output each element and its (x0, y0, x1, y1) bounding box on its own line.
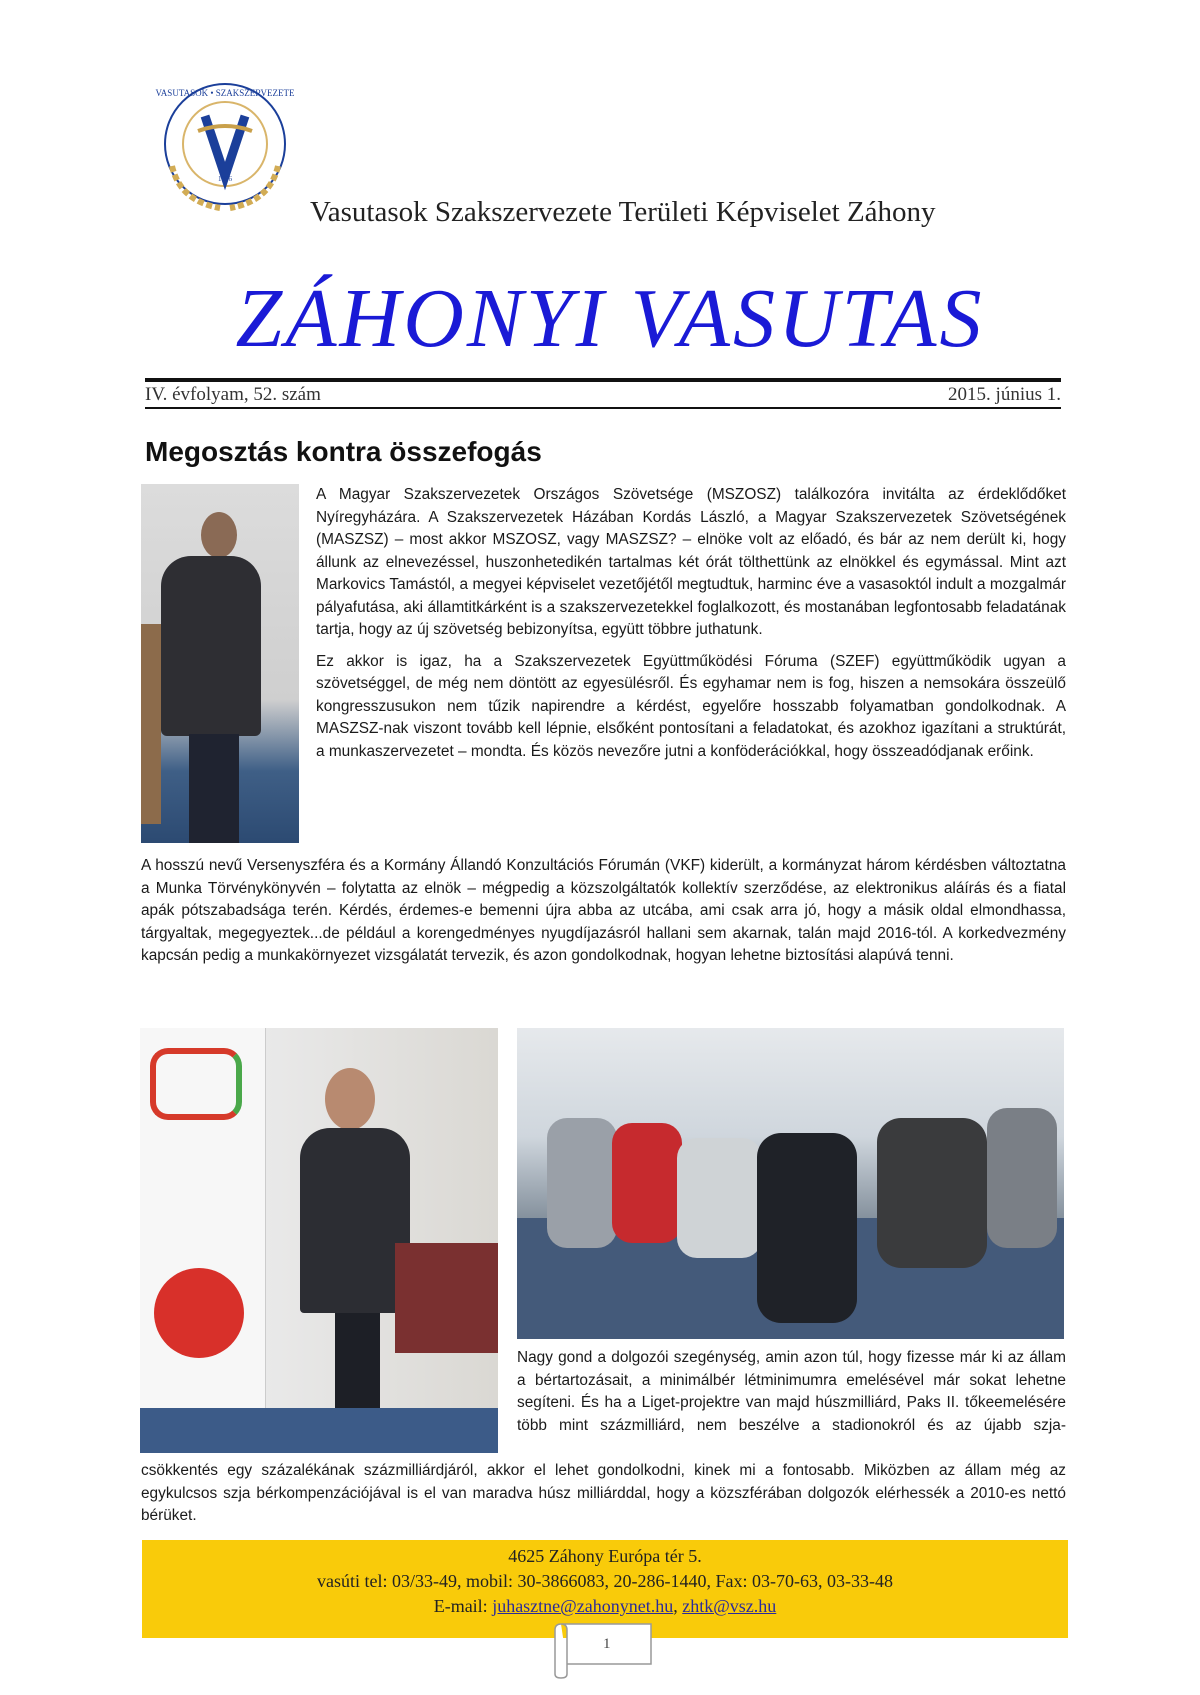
email-link-juhasztne[interactable]: juhasztne@zahonynet.hu (492, 1596, 674, 1616)
svg-text:1896: 1896 (218, 175, 232, 183)
issue-number: IV. évfolyam, 52. szám (145, 384, 321, 405)
phone-numbers: vasúti tel: 03/33-49, mobil: 30-3866083, 20-286-1440, Fax: 03-70-63, 03-33-48 (317, 1571, 893, 1591)
photo-audience (517, 1028, 1064, 1339)
paragraph-continuation: csökkentés egy százalékának százmilliárdjáról, akkor el lehet gondolkodni, kinek mi a fontosabb. Miközben az állam még az egykulcsos szja bérkompenzációjával is el van maradva húsz milliárddal, hogy a közszférában dolgozók elérhessék a 2010-es nettó bérüket. (141, 1462, 1066, 1524)
email-line (142, 1594, 1068, 1619)
article-column (316, 484, 1066, 772)
divider (145, 407, 1061, 409)
page-number-scroll (553, 1620, 659, 1680)
issue-line (145, 383, 1061, 407)
separator: , (673, 1596, 683, 1616)
organization-name: Vasutasok Szakszervezete Területi Képviselet Záhony (310, 196, 936, 228)
photo-presenter (140, 1028, 498, 1453)
paragraph: A hosszú nevű Versenyszféra és a Kormány Állandó Konzultációs Fórumán (VKF) kiderült, a kormányzat három kérdésben változtatna a Munka Törvénykönyvén – folytatta az elnök – mégpedig a közszolgáltatók kollektív szerződése, az elektronikus aláírás és a fiatal apák pótszabadsága terén. Kérdés, érdemes-e bemenni újra abba az utcába, ami csak arra jó, hogy a másik oldal elmondhassa, tárgyaltak, megegyeztek...de például a korengedményes nyugdíjazásról hallani sem akarnak, talán majd 2016-tól. A korkedvezmény kapcsán pedig a munkakörnyezet vizsgálatát tervezik, és azon gondolkodnak, hogyan lehetne biztosítási alapúvá tenni. (141, 857, 1066, 964)
address: 4625 Záhony Európa tér 5. (508, 1546, 702, 1566)
article-heading: Megosztás kontra összefogás (145, 436, 542, 467)
svg-text:VASUTASOK • SZAKSZERVEZETE: VASUTASOK • SZAKSZERVEZETE (155, 88, 295, 98)
paragraph: Nagy gond a dolgozói szegénység, amin azon túl, hogy fizesse már ki az állam a bértartozásait, a minimálbér létminimumra emelésével már sokat lehetne segíteni. És ha a Liget-projektre van majd húszmilliárd, Paks II. tőkeemelésére több mint százmilliárd, nem beszélve a stadionokról és az újabb szja- (517, 1349, 1066, 1434)
paragraph: Ez akkor is igaz, ha a Szakszervezetek Együttműködési Fóruma (SZEF) együttműködik ugyan a szövetséggel, de még nem döntött az egyesülésről. És egyhamar nem is fog, hiszen a nemsokára összeülő kongresszusukon nem tűzik napirendre a kérdést, egyelőre hosszabb folyamatban gondolkodnak. A MASZSZ-nak viszont tovább kell lépnie, elsőként pontosítani a feladatokat, és azokhoz igazítani a struktúrát, a munkaszervezetet – mondta. És közös nevezőre jutni a konföderációkkal, hogy összeadódjanak erőink. (316, 652, 1066, 760)
paragraph: A Magyar Szakszervezetek Országos Szövetsége (MSZOSZ) találkozóra invitálta az érdeklődőket Nyíregyházára. A Szakszervezetek Házában Kordás László, a Magyar Szakszervezetek Szövetségének (MASZSZ) – most akkor MSZOSZ, vagy MASZSZ? – elnöke volt az előadó, és bár az nem derült ki, hogy állunk az elnevezéssel, huszonhetedikén tartalmas két órát tölthettünk az elnökkel és egymással. Mint azt Markovics Tamástól, a megyei képviselet vezetőjétől megtudtuk, harminc éve a vasasoktól indult a mozgalmár pályafutása, aki államtitkárként is a szakszervezetekkel foglalkozott, és mostanában legfontosabb feladatának tartja, hogy az új szövetség bebizonyítsa, együtt többre juthatunk. (316, 486, 1066, 638)
newsletter-title: ZÁHONYI VASUTAS (235, 272, 985, 365)
issue-date: 2015. június 1. (948, 384, 1061, 405)
photo-speaker-portrait (141, 484, 299, 843)
page-number: 1 (603, 1636, 611, 1652)
union-logo (150, 76, 300, 218)
divider (145, 378, 1061, 382)
email-link-zhtk[interactable]: zhtk@vsz.hu (682, 1596, 777, 1616)
email-label: E-mail: (433, 1596, 493, 1616)
